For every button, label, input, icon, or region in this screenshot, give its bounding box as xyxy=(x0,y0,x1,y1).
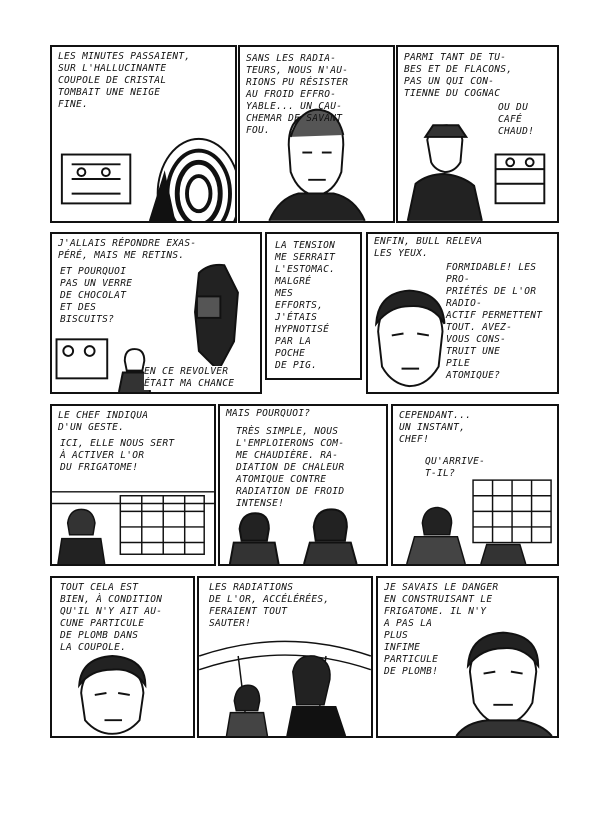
panel-10-caption: TOUT CELA EST BIEN, À CONDITION QU'IL N'Y AIT AU- CUNE PARTICULE DE PLOMB DANS LA COUPOLE. xyxy=(60,582,163,653)
panel-10 xyxy=(50,576,195,738)
panel-4-caption: J'ALLAIS RÉPONDRE EXAS- PÉRÉ, MAIS ME RETINS. xyxy=(58,238,197,261)
panel-3-caption: PARMI TANT DE TU- BES ET DE FLACONS, PAS UN QUI CON- TIENNE DU COGNAC xyxy=(404,52,513,99)
panel-1-caption: LES MINUTES PASSAIENT, SUR L'HALLUCINANTE COUPOLE DE CRISTAL TOMBAIT UNE NEIGE FINE. xyxy=(58,51,191,110)
panel-1 xyxy=(50,45,237,223)
panel-4-bottom-caption: EN CE REVOLVER ÉTAIT MA CHANCE xyxy=(144,366,262,390)
panel-2 xyxy=(238,45,395,223)
panel-6 xyxy=(366,232,559,394)
panel-2-caption: SANS LES RADIA- TEURS, NOUS N'AU- RIONS PU RÉSISTER AU FROID EFFRO- YABLE... UN CAU- CHEMAR DE SAVANT FOU. xyxy=(246,53,349,136)
panel-4-speech: ET POURQUOI PAS UN VERRE DE CHOCOLAT ET DES BISCUITS? xyxy=(60,266,133,325)
panel-9-caption: CEPENDANT... UN INSTANT, CHEF! xyxy=(399,410,472,445)
panel-12-caption: JE SAVAIS LE DANGER EN CONSTRUISANT LE FRIGATOME. IL N'Y A PAS LA PLUS INFIME PARTICULE DE PLOMB! xyxy=(384,582,499,677)
panel-8-speech: TRÈS SIMPLE, NOUS L'EMPLOIERONS COM- ME CHAUDIÈRE. RA- DIATION DE CHALEUR ATOMIQUE CONTRE RADIATION DE FROID INTENSE! xyxy=(236,426,345,509)
panel-7-speech: ICI, ELLE NOUS SERT À ACTIVER L'OR DU FRIGATOME! xyxy=(60,438,175,473)
panel-11-caption: LES RADIATIONS DE L'OR, ACCÉLÉRÉES, FERAIENT TOUT SAUTER! xyxy=(209,582,330,629)
panel-6-caption: ENFIN, BULL RELEVA LES YEUX. xyxy=(374,236,483,259)
panel-9-speech: QU'ARRIVE- T-IL? xyxy=(425,456,486,479)
panel-9 xyxy=(391,404,559,566)
panel-7-caption: LE CHEF INDIQUA D'UN GESTE. xyxy=(58,410,149,433)
panel-5-caption: LA TENSION ME SERRAIT L'ESTOMAC. MALGRÉ MES EFFORTS, J'ÉTAIS HYPNOTISÉ PAR LA POCHE DE PIG. xyxy=(275,240,336,371)
panel-12 xyxy=(376,576,559,738)
panel-5 xyxy=(265,232,362,380)
panel-3 xyxy=(396,45,559,223)
panel-7 xyxy=(50,404,216,566)
panel-6-speech: FORMIDABLE! LES PRO- PRIÉTÉS DE L'OR RADIO- ACTIF PERMETTENT TOUT. AVEZ- VOUS CONS- TRUIT UNE PILE ATOMIQUE? xyxy=(446,262,543,381)
panel-8 xyxy=(218,404,388,566)
panel-11 xyxy=(197,576,373,738)
panel-8-caption: MAIS POURQUOI? xyxy=(226,408,311,419)
panel-3-speech: OU DU CAFÉ CHAUD! xyxy=(498,102,535,137)
panel-4 xyxy=(50,232,262,394)
